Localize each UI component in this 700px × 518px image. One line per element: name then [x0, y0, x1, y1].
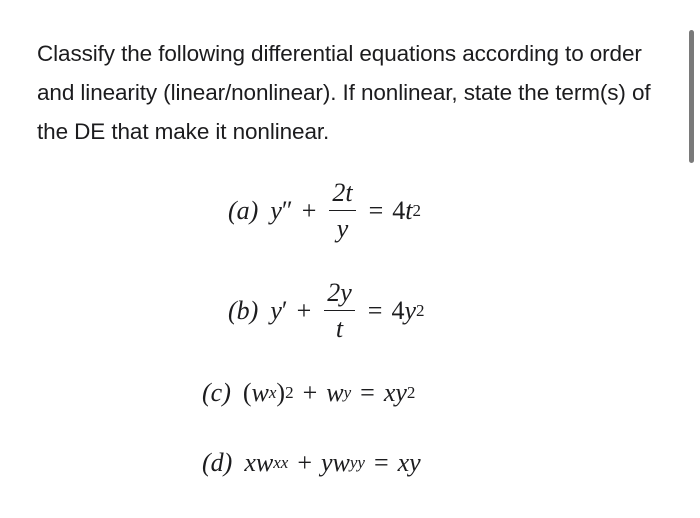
equation-d-equals: =: [373, 448, 389, 477]
equation-c-label: (c): [202, 378, 231, 407]
equation-c-plus: +: [302, 378, 318, 407]
equation-a-prime: ″: [281, 196, 293, 225]
equation-d-y: y: [320, 448, 333, 477]
equation-b-equals: =: [367, 296, 383, 325]
equation-b-numerator: 2y: [327, 278, 352, 307]
equation-b-y: y: [270, 296, 282, 325]
equation-c: (c) ( w x ) 2 + w y = x y 2: [202, 378, 416, 407]
equation-a-rhs-var: t: [405, 196, 413, 225]
problem-statement: Classify the following differential equations according to order and linearity (linear/nonlinear). If nonlinear, state the term(s) of the DE that make it nonlinear.: [37, 41, 651, 144]
equation-c-equals: =: [360, 378, 375, 407]
equation-d-rhs: xy: [397, 448, 421, 477]
equation-a-label: (a): [228, 196, 259, 225]
equation-c-rhs-x: x: [383, 378, 396, 407]
equation-b-plus: +: [296, 296, 312, 325]
equation-b-rhs-coef: 4: [391, 296, 405, 325]
equation-a-denominator: y: [336, 214, 349, 243]
equation-b-prime: ′: [281, 296, 288, 325]
equation-b: (b) y ′ + $\frac{2y}{t}$ = 4 y 2: [228, 278, 425, 343]
equation-d-plus: +: [297, 448, 312, 477]
equation-a-rhs-coef: 4: [392, 196, 406, 225]
equation-a-numerator: 2t: [332, 178, 353, 207]
equation-b-rhs-var: y: [404, 296, 416, 325]
equation-a-y: y: [270, 196, 282, 225]
equation-b-label: (b): [228, 296, 259, 325]
equation-d: (d) x w xx + y w yy = xy: [202, 448, 421, 477]
equation-b-fraction: [324, 280, 355, 342]
equation-a-plus: +: [301, 196, 317, 225]
equation-c-rhs-y: y: [395, 378, 407, 407]
equation-a-equals: =: [368, 196, 384, 225]
equation-a-fraction: [329, 180, 355, 242]
equation-c-w2: w: [326, 378, 344, 407]
equation-c-close-paren: ): [276, 378, 286, 407]
equation-d-w2: w: [332, 448, 350, 477]
equation-d-x: x: [244, 448, 256, 477]
equation-b-denominator: t: [335, 314, 344, 343]
equation-c-w1: w: [251, 378, 269, 407]
equation-c-open-paren: (: [242, 378, 252, 407]
scrollbar[interactable]: [689, 30, 694, 163]
equation-d-label: (d): [202, 448, 233, 477]
equation-a: (a) y ″ + $\frac{2t}{y}$ = 4 t 2: [228, 178, 422, 243]
equation-d-w1: w: [255, 448, 274, 477]
